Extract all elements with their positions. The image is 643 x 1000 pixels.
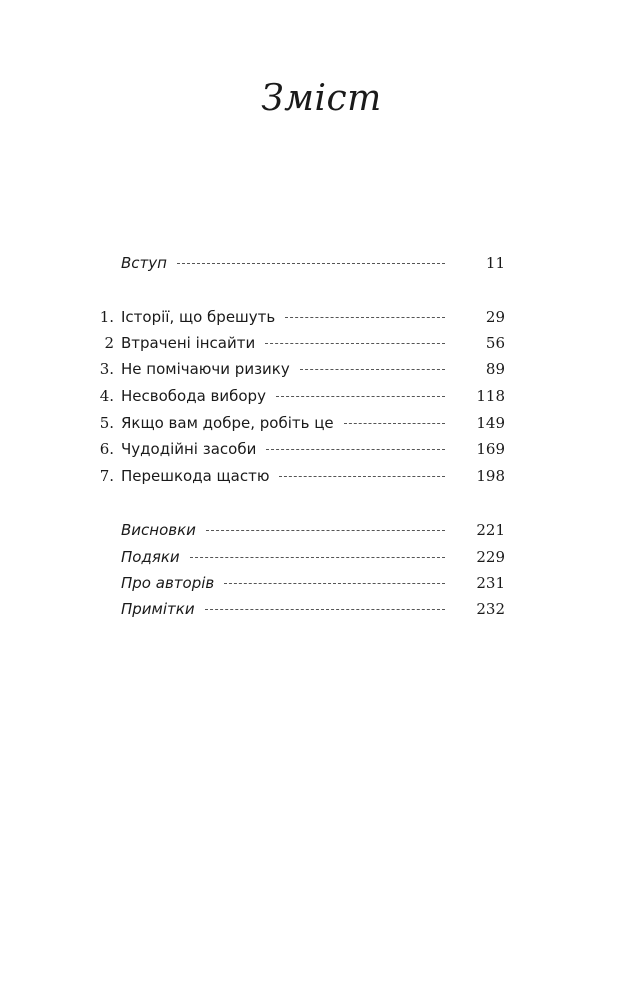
toc-entry-label: Перешкода щастю xyxy=(121,467,270,485)
toc-entry-number: 7. xyxy=(99,467,114,485)
toc-leader-dots xyxy=(206,530,445,531)
toc-entry-chapter-3[interactable] xyxy=(95,357,505,381)
toc-entry-page: 29 xyxy=(485,308,505,326)
toc-leader-dots xyxy=(266,449,445,450)
toc-entry-page: 231 xyxy=(476,574,505,592)
toc-leader-dots xyxy=(205,609,445,610)
toc-entry-page: 118 xyxy=(476,387,505,405)
toc-entry-chapter-7[interactable] xyxy=(95,464,505,488)
toc-leader-dots xyxy=(344,423,445,424)
toc-entry-number: 1. xyxy=(99,308,114,326)
toc-leader-dots xyxy=(177,263,445,264)
toc-entry-number: 6. xyxy=(99,440,114,458)
toc-entry-page: 221 xyxy=(476,521,505,539)
toc-leader-dots xyxy=(285,317,445,318)
page-title: Зміст xyxy=(261,78,382,119)
toc-entry-number: 2 xyxy=(104,334,114,352)
toc-entry-label: Вступ xyxy=(121,254,167,272)
toc-entry-label: Якщо вам добре, робіть це xyxy=(121,414,334,432)
toc-entry-page: 11 xyxy=(485,254,505,272)
toc-entry-intro[interactable] xyxy=(95,251,505,275)
toc-leader-dots xyxy=(300,369,445,370)
toc-entry-label: Не помічаючи ризику xyxy=(121,360,290,378)
toc-entry-chapter-1[interactable] xyxy=(95,305,505,329)
toc-entry-acknowledgements[interactable] xyxy=(95,545,505,569)
toc-entry-label: Несвобода вибору xyxy=(121,387,266,405)
toc-entry-number: 3. xyxy=(99,360,114,378)
toc-entry-page: 198 xyxy=(476,467,505,485)
toc-entry-about-authors[interactable] xyxy=(95,571,505,595)
toc-entry-page: 56 xyxy=(485,334,505,352)
toc-entry-conclusions[interactable] xyxy=(95,518,505,542)
toc-entry-label: Втрачені інсайти xyxy=(121,334,256,352)
toc-entry-number: 5. xyxy=(99,414,114,432)
toc-entry-label: Історії, що брешуть xyxy=(121,308,276,326)
toc-entry-chapter-5[interactable] xyxy=(95,411,505,435)
toc-entry-page: 169 xyxy=(476,440,505,458)
toc-leader-dots xyxy=(224,583,445,584)
toc-leader-dots xyxy=(190,557,445,558)
toc-entry-page: 149 xyxy=(476,414,505,432)
toc-entry-chapter-6[interactable] xyxy=(95,437,505,461)
toc-entry-number: 4. xyxy=(99,387,114,405)
toc-leader-dots xyxy=(276,396,445,397)
toc-entry-chapter-2[interactable] xyxy=(95,331,505,355)
toc-entry-label: Про авторів xyxy=(121,574,215,592)
toc-leader-dots xyxy=(279,476,445,477)
toc-entry-page: 232 xyxy=(476,600,505,618)
toc-entry-label: Чудодійні засоби xyxy=(121,440,257,458)
toc-entry-label: Подяки xyxy=(121,548,180,566)
toc-entry-page: 89 xyxy=(485,360,505,378)
toc-entry-page: 229 xyxy=(476,548,505,566)
toc-leader-dots xyxy=(265,343,445,344)
toc-entry-label: Висновки xyxy=(121,521,196,539)
toc-entry-label: Примітки xyxy=(121,600,195,618)
toc-entry-chapter-4[interactable] xyxy=(95,384,505,408)
toc-entry-notes[interactable] xyxy=(95,597,505,621)
